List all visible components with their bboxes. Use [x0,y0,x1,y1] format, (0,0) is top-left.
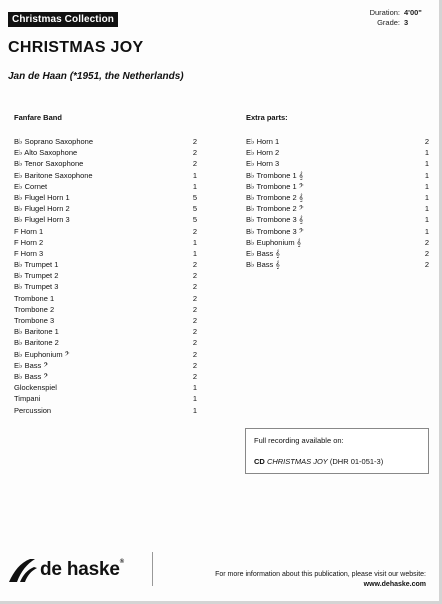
part-count: 2 [192,349,197,359]
part-row [14,214,197,225]
part-row [246,170,429,181]
grade-row [370,18,426,28]
cd-label: CD [254,457,265,466]
part-name: B♭ Trombone 3 𝄢 [246,226,304,236]
part-row [246,147,429,158]
footer-divider [152,552,153,586]
part-row [246,192,429,203]
part-count: 1 [424,192,429,202]
cd-title: CHRISTMAS JOY [266,457,328,466]
recording-heading: Full recording available on: [254,436,344,445]
part-name: E♭ Bass 𝄞 [246,248,280,258]
registered-mark: ® [119,559,124,565]
part-name: Percussion [14,405,52,415]
part-name: Trombone 3 [14,316,55,325]
part-name: Trombone 2 [14,304,55,314]
part-row [14,304,197,315]
part-count: 2 [424,237,429,247]
part-name: F Horn 1 [14,226,44,236]
part-count: 2 [424,137,429,146]
part-row [14,136,197,147]
part-name: F Horn 3 [14,248,44,258]
part-count: 2 [192,282,197,292]
part-name: B♭ Euphonium 𝄢 [14,349,70,359]
part-name: B♭ Trombone 1 𝄢 [246,181,304,191]
part-count: 2 [192,338,197,348]
part-count: 1 [424,148,429,158]
de-haske-logo-icon [8,557,38,583]
part-row [14,405,197,416]
part-name: B♭ Bass 𝄞 [246,260,280,270]
logo-text: de haske [40,559,120,580]
part-count: 1 [192,248,197,258]
part-row [246,226,429,237]
part-name: E♭ Alto Saxophone [14,148,78,158]
part-count: 2 [192,226,197,236]
part-count: 1 [424,181,429,191]
part-count: 1 [192,394,197,404]
part-row [246,181,429,192]
recording-cd-line [254,457,383,466]
part-count: 2 [192,304,197,314]
part-count: 1 [424,204,429,214]
part-row [14,349,197,360]
part-name: B♭ Flugel Horn 3 [14,215,70,225]
website-link[interactable]: www.dehaske.com [363,581,426,588]
part-name: B♭ Euphonium 𝄞 [246,237,302,247]
part-row [246,158,429,169]
composer-line: Jan de Haan (*1951, the Netherlands) [8,71,184,82]
grade-value: 3 [404,17,409,27]
part-row [14,192,197,203]
footer-info-text: For more information about this publication, please visit our website: [215,571,426,578]
part-row [14,315,197,326]
part-row [14,382,197,393]
de-haske-logo [8,557,124,583]
part-count: 2 [192,148,197,158]
part-count: 1 [192,181,197,191]
part-count: 2 [192,360,197,370]
part-name: F Horn 2 [14,237,44,247]
part-name: B♭ Trombone 3 𝄞 [246,215,304,225]
part-name: E♭ Baritone Saxophone [14,170,93,180]
part-row [246,214,429,225]
part-name: B♭ Trombone 2 𝄢 [246,204,304,214]
part-name: B♭ Trumpet 1 [14,260,59,270]
part-name: Timpani [14,394,41,404]
part-name: B♭ Trombone 2 𝄞 [246,192,304,202]
part-row [14,170,197,181]
part-count: 2 [192,159,197,169]
part-count: 5 [192,215,197,225]
part-name: B♭ Soprano Saxophone [14,137,94,146]
part-row [14,393,197,404]
part-row [14,226,197,237]
part-name: B♭ Flugel Horn 2 [14,204,70,214]
part-row [14,293,197,304]
part-name: B♭ Tenor Saxophone [14,159,84,169]
piece-meta [370,8,426,27]
part-name: B♭ Baritone 1 [14,327,59,337]
part-row [14,337,197,348]
part-row [14,326,197,337]
logo-wordmark [40,559,124,581]
part-row [14,360,197,371]
duration-label: Duration: [369,8,400,17]
part-row [14,371,197,382]
duration-value: 4'00" [404,8,422,17]
part-name: B♭ Bass 𝄢 [14,371,49,381]
part-count: 2 [192,316,197,325]
part-name: B♭ Trombone 1 𝄞 [246,170,304,180]
part-count: 2 [192,327,197,337]
footer-info [215,570,426,590]
part-name: B♭ Trumpet 3 [14,282,59,292]
part-row [246,136,429,147]
part-row [246,237,429,248]
part-row [14,259,197,270]
series-label: Christmas Collection [8,12,118,27]
part-name: Glockenspiel [14,383,57,393]
part-count: 2 [192,293,197,303]
part-count: 2 [424,260,429,270]
fanfare-band-heading: Fanfare Band [14,113,62,122]
part-name: E♭ Horn 2 [246,148,280,158]
part-count: 2 [192,271,197,281]
part-row [14,147,197,158]
part-count: 2 [192,260,197,270]
part-count: 1 [192,383,197,393]
part-row [14,248,197,259]
grade-label: Grade: [377,17,400,27]
part-count: 2 [192,371,197,381]
part-name: E♭ Bass 𝄢 [14,360,49,370]
part-name: E♭ Horn 3 [246,159,280,169]
part-name: B♭ Baritone 2 [14,338,59,348]
part-count: 1 [424,159,429,169]
part-count: 5 [192,192,197,202]
part-count: 5 [192,204,197,214]
recording-box [245,428,429,474]
part-row [14,203,197,214]
extra-parts-heading: Extra parts: [246,113,288,122]
cd-code: (DHR 01-051-3) [329,457,384,466]
duration-row [370,8,426,18]
part-row [14,270,197,281]
part-row [14,158,197,169]
part-row [246,203,429,214]
part-row [14,237,197,248]
part-count: 2 [192,137,197,146]
part-row [246,248,429,259]
part-count: 1 [192,405,197,415]
part-count: 1 [424,226,429,236]
part-name: B♭ Trumpet 2 [14,271,59,281]
part-count: 1 [424,170,429,180]
part-row [14,181,197,192]
part-name: Trombone 1 [14,293,55,303]
fanfare-parts-list [14,136,197,416]
part-count: 2 [424,248,429,258]
part-name: E♭ Cornet [14,181,48,191]
part-name: B♭ Flugel Horn 1 [14,192,70,202]
piece-title: CHRISTMAS JOY [8,39,144,56]
part-row [246,259,429,270]
part-name: E♭ Horn 1 [246,137,280,146]
part-count: 1 [424,215,429,225]
part-row [14,281,197,292]
part-count: 1 [192,170,197,180]
part-count: 1 [192,237,197,247]
extra-parts-list [246,136,429,270]
